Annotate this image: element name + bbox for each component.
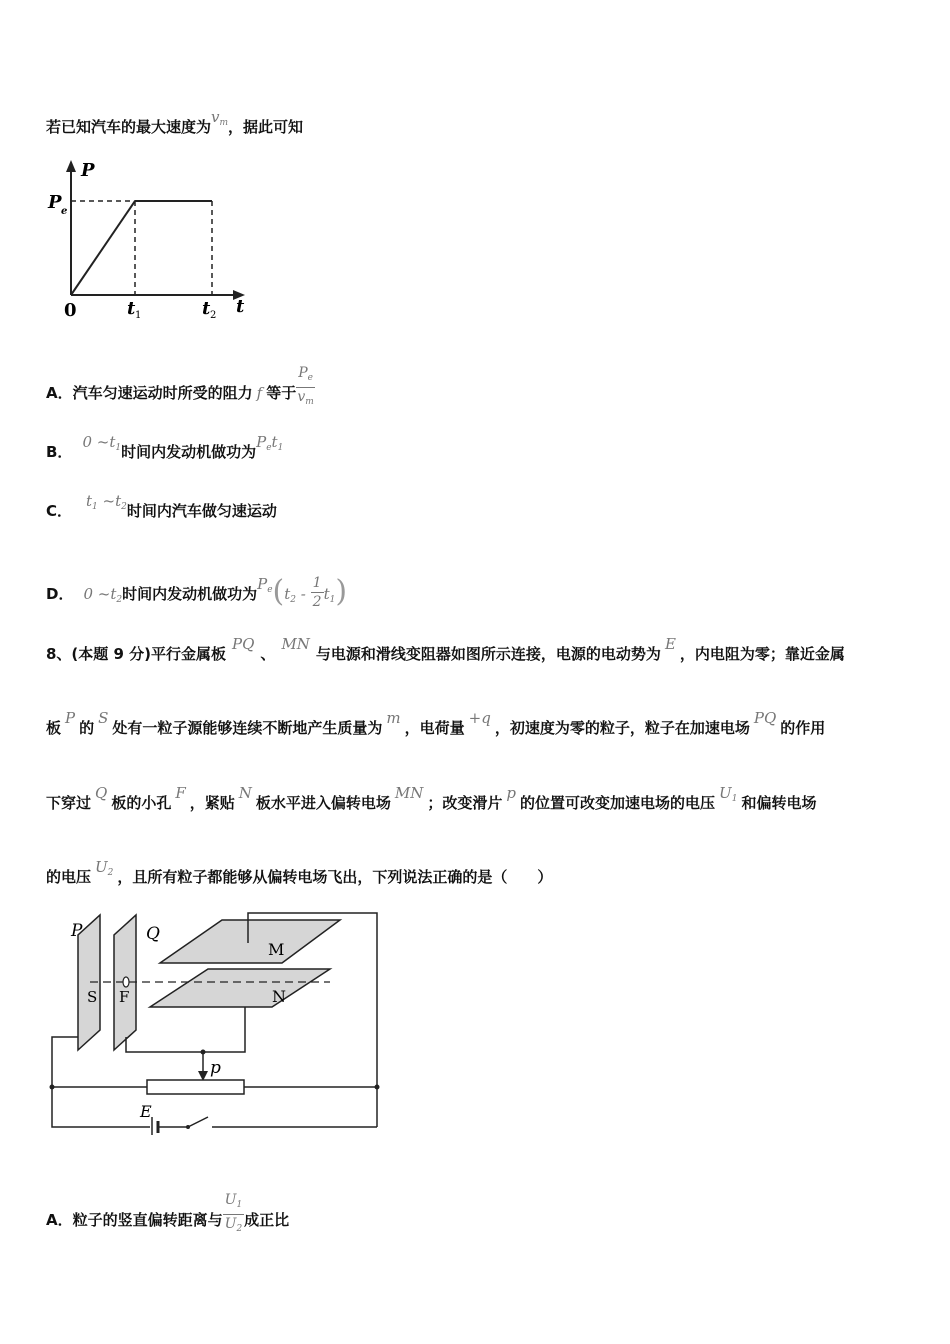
switch	[188, 1117, 208, 1127]
label-s: S	[87, 988, 98, 1006]
graph-pe-label: P	[48, 192, 62, 213]
q7-option-b: B．0 $\sim t_1$时间内发动机做功为$P_et_1$	[46, 433, 284, 461]
power-time-graph	[40, 150, 260, 330]
q7-option-c: C．$t_1$ $\sim t_2$时间内汽车做匀速运动	[46, 492, 277, 520]
label-e: E	[140, 1102, 152, 1121]
graph-x-label: t	[236, 296, 245, 317]
q7-option-a: A．汽车匀速运动时所受的阻力 f 等于 $\frac{P_e}{v_m}$	[46, 370, 315, 417]
q8-option-a: A．粒子的竖直偏转距离与 $\frac{U_1}{U_2}$ 成正比	[46, 1197, 289, 1244]
q8-line-2: 板P的S处有一粒子源能够连续不断地产生质量为m，电荷量+q，初速度为零的粒子，粒子在加速电场PQ的作用	[46, 709, 826, 737]
q8-line-1: 8、(本题 9 分)平行金属板PQ、MN与电源和滑线变阻器如图所示连接，电源的电动势为E，内电阻为零；靠近金属	[46, 635, 845, 663]
label-n-plate: N	[272, 987, 286, 1006]
circuit-diagram	[40, 905, 390, 1135]
q8-line-4: 的电压$U_2$ ，且所有粒子都能够从偏转电场飞出，下列说法正确的是（ ）	[46, 858, 553, 886]
graph-origin: 0	[64, 300, 77, 321]
graph-t2: t	[202, 298, 211, 319]
label-q-plate: Q	[146, 924, 160, 944]
graph-pe-sub: e	[61, 206, 68, 217]
q8a-fraction: $\frac{U_1}{U_2}$	[224, 1192, 243, 1234]
q7a-fraction: $\frac{P_e}{v_m}$	[297, 365, 314, 407]
q8-line-3: 下穿过Q板的小孔F，紧贴N板水平进入偏转电场MN；改变滑片p的位置可改变加速电场的电压$U_1$ 和偏转电场	[46, 784, 817, 812]
label-f: F	[119, 988, 130, 1006]
label-m-plate: M	[268, 940, 285, 959]
intro-text-end: ，据此可知	[228, 118, 304, 136]
graph-y-label: P	[81, 160, 95, 181]
graph-t1-sub: 1	[135, 310, 142, 321]
vm-symbol: $v_m$	[211, 108, 229, 128]
rheostat	[147, 1080, 244, 1094]
graph-t1: t	[127, 298, 136, 319]
q7-option-d: D． 0 $\sim t_2$时间内发动机做功为$P_e(t_2$ - $\frac{1}{2}$ $t_1$)	[46, 574, 348, 610]
graph-t2-sub: 2	[210, 310, 217, 321]
label-p-plate: P	[71, 921, 83, 941]
plate-m	[160, 920, 340, 963]
label-slider-p: p	[210, 1058, 221, 1078]
plate-n	[150, 969, 330, 1007]
intro-line	[46, 108, 304, 138]
intro-text: 若已知汽车的最大速度为	[46, 118, 212, 136]
